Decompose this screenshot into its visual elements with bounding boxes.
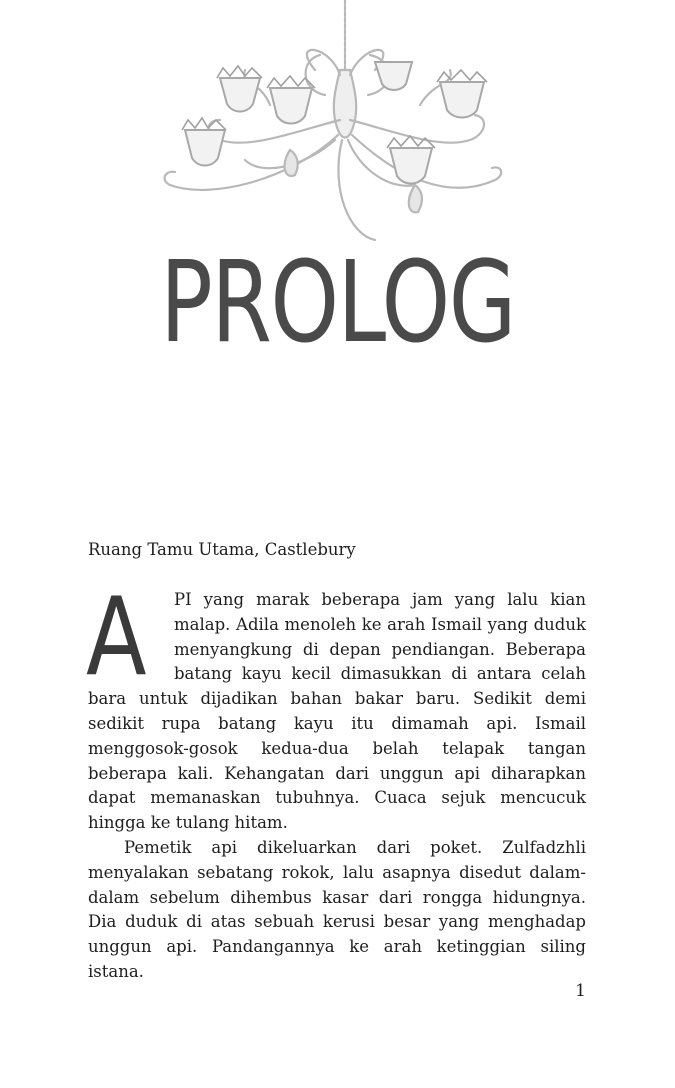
drop-cap: A — [86, 575, 147, 700]
page-number: 1 — [575, 981, 586, 1001]
paragraph-text: PI yang marak beberapa jam yang lalu kian malap. Adila menoleh ke arah Ismail yang duduk menyangkung di depan pendiangan. Beberapa batang kayu kecil dimasukkan di antara celah bara untuk dijadikan bahan bakar baru. Sedikit demi sedikit rupa batang kayu itu dimamah api. Ismail menggosok-gosok kedua-dua belah telapak tangan beberapa kali. Kehangatan dari unggun api diharapkan dapat memanaskan tubuhnya. Cuaca sejuk mencucuk hingga ke tulang hitam. — [88, 590, 586, 833]
body-text — [86, 575, 586, 985]
chandelier-icon — [150, 0, 520, 250]
paragraph: Pemetik api dikeluarkan dari poket. Zulfadzhli menyalakan sebatang rokok, lalu asapnya disedut dalam-dalam sebelum dihembus kasar dari rongga hidungnya. Dia duduk di atas sebuah kerusi besar yang menghadap unggun api. Pandangannya ke arah ketinggian siling istana. — [88, 837, 586, 981]
location-heading: Ruang Tamu Utama, Castlebury — [88, 540, 356, 559]
paragraph — [86, 575, 586, 836]
chapter-title: PROLOG — [160, 238, 515, 368]
